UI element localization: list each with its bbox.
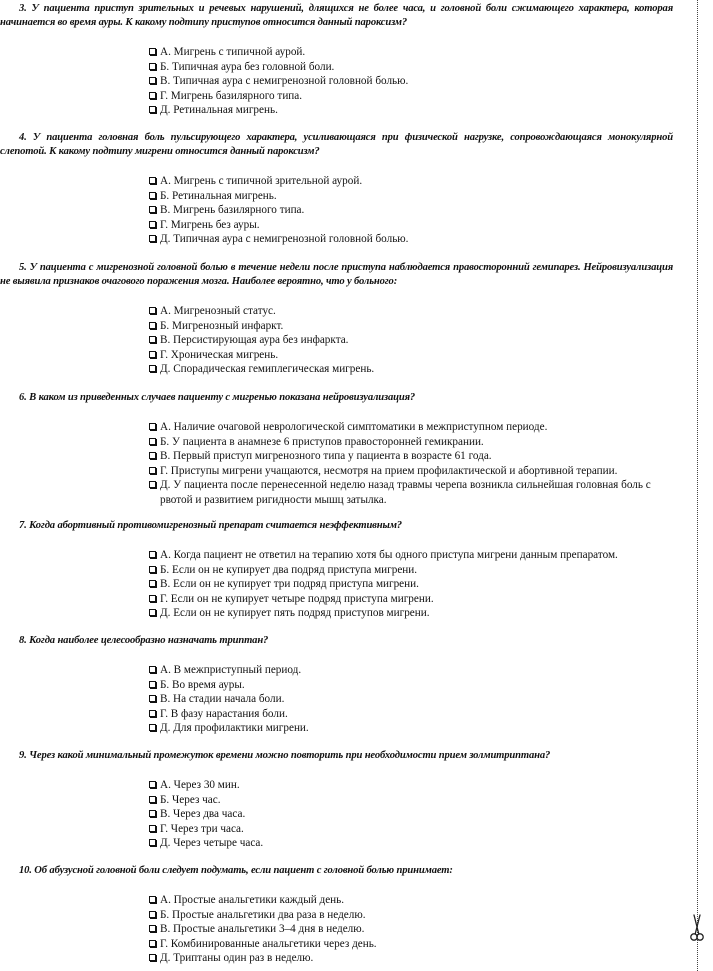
answer-option[interactable] bbox=[0, 319, 673, 334]
answer-option-label: Б. Простые анальгетики два раза в неделю. bbox=[160, 908, 366, 921]
question-body: Через какой минимальный промежуток времени можно повторить при необходимости прием золмитриптана? bbox=[29, 750, 551, 761]
answer-options bbox=[0, 778, 673, 851]
answer-option[interactable] bbox=[0, 478, 673, 507]
question-number: 8. bbox=[19, 635, 27, 646]
answer-option-label: Б. Через час. bbox=[160, 793, 221, 806]
answer-option-label: В. Типичная аура с немигренозной головной болью. bbox=[160, 75, 409, 87]
answer-option[interactable] bbox=[0, 218, 673, 233]
checkbox-icon[interactable] bbox=[149, 423, 156, 430]
question-text bbox=[0, 2, 673, 30]
answer-option[interactable] bbox=[0, 721, 673, 736]
checkbox-icon[interactable] bbox=[149, 452, 156, 459]
answer-option[interactable] bbox=[0, 577, 673, 592]
answer-option-label: Г. Мигрень базилярного типа. bbox=[160, 89, 303, 102]
question-text bbox=[0, 131, 673, 159]
answer-option[interactable] bbox=[0, 333, 673, 348]
checkbox-icon[interactable] bbox=[149, 221, 156, 228]
question-text bbox=[0, 864, 673, 878]
checkbox-icon[interactable] bbox=[149, 695, 156, 702]
answer-option-label: Б. У пациента в анамнезе 6 приступов правосторонней гемикрании. bbox=[160, 435, 484, 448]
checkbox-icon[interactable] bbox=[149, 177, 156, 184]
answer-option-label: В. Простые анальгетики 3–4 дня в неделю. bbox=[160, 923, 365, 935]
answer-option-label: В. Персистирующая аура без инфаркта. bbox=[160, 334, 349, 346]
checkbox-icon[interactable] bbox=[149, 896, 156, 903]
answer-option[interactable] bbox=[0, 362, 673, 377]
answer-option[interactable] bbox=[0, 60, 673, 75]
question-block bbox=[0, 131, 673, 247]
question-body: Когда абортивный противомигренозный препарат считается неэффективным? bbox=[29, 520, 402, 531]
question-block bbox=[0, 864, 673, 966]
question-text bbox=[0, 391, 673, 405]
answer-option[interactable] bbox=[0, 678, 673, 693]
checkbox-icon[interactable] bbox=[149, 92, 156, 99]
checkbox-icon[interactable] bbox=[149, 681, 156, 688]
question-text bbox=[0, 749, 673, 763]
answer-option-label: В. На стадии начала боли. bbox=[160, 693, 285, 705]
checkbox-icon[interactable] bbox=[149, 566, 156, 573]
answer-option[interactable] bbox=[0, 420, 673, 435]
answer-option-label: Г. Приступы мигрени учащаются, несмотря на прием профилактической и абортивной терапии. bbox=[160, 464, 618, 477]
question-text bbox=[0, 261, 673, 289]
answer-option[interactable] bbox=[0, 74, 673, 89]
question-block bbox=[0, 391, 673, 507]
question-number: 10. bbox=[19, 865, 32, 876]
checkbox-icon[interactable] bbox=[149, 206, 156, 213]
checkbox-icon[interactable] bbox=[149, 63, 156, 70]
checkbox-icon[interactable] bbox=[149, 106, 156, 113]
question-number: 9. bbox=[19, 750, 27, 761]
answer-options bbox=[0, 304, 673, 377]
answer-option-label: Б. Мигренозный инфаркт. bbox=[160, 319, 284, 332]
answer-option-label: Б. Ретинальная мигрень. bbox=[160, 189, 277, 202]
answer-option-label: Г. Хроническая мигрень. bbox=[160, 348, 279, 361]
answer-option-label: Б. Типичная аура без головной боли. bbox=[160, 60, 335, 73]
checkbox-icon[interactable] bbox=[149, 839, 156, 846]
answer-option-label: Д. Через четыре часа. bbox=[160, 837, 264, 849]
answer-option[interactable] bbox=[0, 89, 673, 104]
answer-options bbox=[0, 893, 673, 966]
answer-option[interactable] bbox=[0, 836, 673, 851]
checkbox-icon[interactable] bbox=[149, 77, 156, 84]
answer-option[interactable] bbox=[0, 822, 673, 837]
checkbox-icon[interactable] bbox=[149, 307, 156, 314]
answer-option[interactable] bbox=[0, 174, 673, 189]
answer-option[interactable] bbox=[0, 348, 673, 363]
answer-option-label: Д. Триптаны один раз в неделю. bbox=[160, 952, 314, 964]
answer-option[interactable] bbox=[0, 937, 673, 952]
answer-option[interactable] bbox=[0, 45, 673, 60]
checkbox-icon[interactable] bbox=[149, 925, 156, 932]
answer-option-label: Д. Если он не купирует пять подряд приступов мигрени. bbox=[160, 607, 430, 619]
checkbox-icon[interactable] bbox=[149, 781, 156, 788]
answer-option-label: Г. Мигрень без ауры. bbox=[160, 218, 260, 231]
answer-option[interactable] bbox=[0, 103, 673, 118]
question-block bbox=[0, 634, 673, 736]
answer-options bbox=[0, 174, 673, 247]
question-number: 5. bbox=[19, 262, 27, 273]
question-number: 7. bbox=[19, 520, 27, 531]
answer-option[interactable] bbox=[0, 893, 673, 908]
answer-option-label: Б. Если он не купирует два подряд приступа мигрени. bbox=[160, 563, 418, 576]
checkbox-icon[interactable] bbox=[149, 940, 156, 947]
answer-options bbox=[0, 45, 673, 118]
answer-option-label: В. Первый приступ мигренозного типа у пациента в возрасте 61 года. bbox=[160, 450, 492, 462]
checkbox-icon[interactable] bbox=[149, 551, 156, 558]
answer-option-label: Д. Типичная аура с немигренозной головной болью. bbox=[160, 233, 409, 245]
question-body: Об абузусной головной боли следует подумать, если пациент с головной болью принимает: bbox=[34, 865, 453, 876]
question-block bbox=[0, 261, 673, 377]
answer-option-label: Д. У пациента после перенесенной неделю назад травмы черепа возникла сильнейшая головная боль с рвотой и развитием ригидности мышц затылка. bbox=[160, 479, 651, 506]
answer-options bbox=[0, 663, 673, 736]
question-block bbox=[0, 519, 673, 621]
answer-option-label: Д. Спорадическая гемиплегическая мигрень. bbox=[160, 363, 375, 375]
question-text bbox=[0, 634, 673, 648]
answer-option[interactable] bbox=[0, 203, 673, 218]
question-body: У пациента приступ зрительных и речевых нарушений, длящихся не более часа, и головной боли сжимающего характера, которая начинается во время ауры. К какому подтипу приступов относится данный пароксизм? bbox=[0, 3, 673, 28]
question-body: В каком из приведенных случаев пациенту с мигренью показана нейровизуализация? bbox=[29, 392, 416, 403]
answer-option[interactable] bbox=[0, 692, 673, 707]
cut-line bbox=[697, 0, 698, 971]
checkbox-icon[interactable] bbox=[149, 351, 156, 358]
question-number: 6. bbox=[19, 392, 27, 403]
answer-option-label: А. В межприступный период. bbox=[160, 664, 302, 676]
answer-option[interactable] bbox=[0, 548, 673, 563]
checkbox-icon[interactable] bbox=[149, 595, 156, 602]
checkbox-icon[interactable] bbox=[149, 825, 156, 832]
scissors-icon bbox=[689, 912, 705, 942]
checkbox-icon[interactable] bbox=[149, 609, 156, 616]
answer-option-label: А. Мигренозный статус. bbox=[160, 305, 276, 317]
answer-option[interactable] bbox=[0, 563, 673, 578]
answer-option[interactable] bbox=[0, 908, 673, 923]
checkbox-icon[interactable] bbox=[149, 666, 156, 673]
answer-option-label: А. Когда пациент не ответил на терапию хотя бы одного приступа мигрени данным препаратом. bbox=[160, 549, 618, 561]
answer-option[interactable] bbox=[0, 189, 673, 204]
answer-option-label: В. Мигрень базилярного типа. bbox=[160, 204, 305, 216]
checkbox-icon[interactable] bbox=[149, 365, 156, 372]
answer-option[interactable] bbox=[0, 663, 673, 678]
answer-option-label: Г. Если он не купирует четыре подряд приступа мигрени. bbox=[160, 592, 434, 605]
checkbox-icon[interactable] bbox=[149, 235, 156, 242]
answer-option[interactable] bbox=[0, 232, 673, 247]
answer-options bbox=[0, 420, 673, 507]
answer-option-label: А. Наличие очаговой неврологической симптоматики в межприступном периоде. bbox=[160, 421, 548, 433]
checkbox-icon[interactable] bbox=[149, 192, 156, 199]
answer-option[interactable] bbox=[0, 707, 673, 722]
checkbox-icon[interactable] bbox=[149, 580, 156, 587]
answer-option[interactable] bbox=[0, 304, 673, 319]
checkbox-icon[interactable] bbox=[149, 438, 156, 445]
checkbox-icon[interactable] bbox=[149, 911, 156, 918]
checkbox-icon[interactable] bbox=[149, 810, 156, 817]
checkbox-icon[interactable] bbox=[149, 710, 156, 717]
answer-option[interactable] bbox=[0, 778, 673, 793]
question-block bbox=[0, 749, 673, 851]
answer-option[interactable] bbox=[0, 606, 673, 621]
answer-option[interactable] bbox=[0, 951, 673, 966]
answer-option[interactable] bbox=[0, 793, 673, 808]
answer-options bbox=[0, 548, 673, 621]
answer-option[interactable] bbox=[0, 592, 673, 607]
checkbox-icon[interactable] bbox=[149, 724, 156, 731]
answer-option[interactable] bbox=[0, 449, 673, 464]
answer-option-label: В. Через два часа. bbox=[160, 808, 246, 820]
checkbox-icon[interactable] bbox=[149, 48, 156, 55]
question-number: 3. bbox=[19, 3, 27, 14]
answer-option-label: А. Простые анальгетики каждый день. bbox=[160, 894, 345, 906]
question-text bbox=[0, 519, 673, 533]
answer-option-label: В. Если он не купирует три подряд приступа мигрени. bbox=[160, 578, 419, 590]
answer-option[interactable] bbox=[0, 435, 673, 450]
answer-option-label: А. Мигрень с типичной зрительной аурой. bbox=[160, 175, 363, 187]
checkbox-icon[interactable] bbox=[149, 336, 156, 343]
checkbox-icon[interactable] bbox=[149, 322, 156, 329]
checkbox-icon[interactable] bbox=[149, 481, 156, 488]
answer-option-label: Д. Ретинальная мигрень. bbox=[160, 104, 278, 116]
answer-option[interactable] bbox=[0, 922, 673, 937]
checkbox-icon[interactable] bbox=[149, 954, 156, 961]
answer-option-label: Г. Через три часа. bbox=[160, 822, 244, 835]
question-number: 4. bbox=[19, 132, 27, 143]
answer-option-label: Г. В фазу нарастания боли. bbox=[160, 707, 288, 720]
answer-option-label: А. Через 30 мин. bbox=[160, 779, 240, 791]
question-body: У пациента головная боль пульсирующего характера, усиливающаяся при физической нагрузке, сопровождающаяся монокулярной слепотой. К какому подтипу мигрени относится данный пароксизм? bbox=[0, 132, 673, 157]
answer-option-label: Д. Для профилактики мигрени. bbox=[160, 722, 309, 734]
answer-option[interactable] bbox=[0, 464, 673, 479]
question-body: Когда наиболее целесообразно назначать триптан? bbox=[29, 635, 269, 646]
checkbox-icon[interactable] bbox=[149, 796, 156, 803]
answer-option-label: А. Мигрень с типичной аурой. bbox=[160, 46, 306, 58]
question-body: У пациента с мигренозной головной болью в течение недели после приступа наблюдается правосторонний гемипарез. Нейровизуализация не выявила признаков очагового поражения мозга. Наиболее вероятно, что у больного: bbox=[0, 262, 674, 287]
checkbox-icon[interactable] bbox=[149, 467, 156, 474]
answer-option-label: Г. Комбинированные анальгетики через день. bbox=[160, 937, 377, 950]
answer-option[interactable] bbox=[0, 807, 673, 822]
question-block bbox=[0, 2, 673, 118]
answer-option-label: Б. Во время ауры. bbox=[160, 678, 245, 691]
